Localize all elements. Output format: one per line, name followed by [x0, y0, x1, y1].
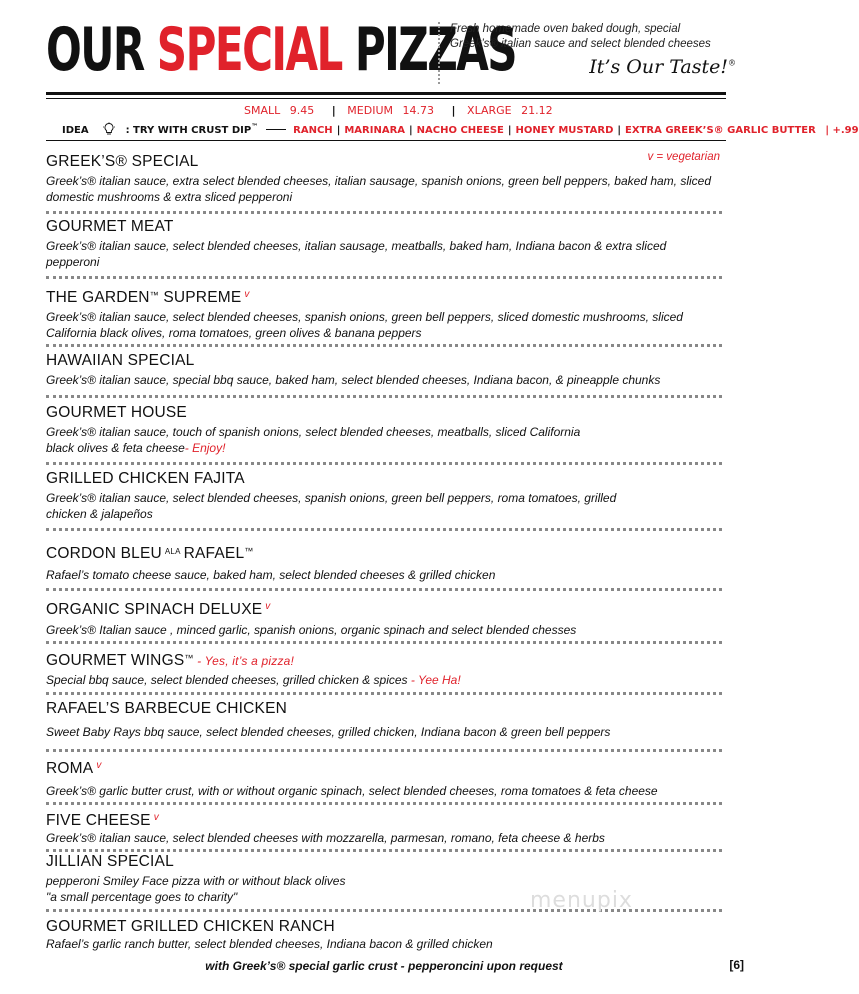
item-description-text: Special bbq sauce, select blended cheeses, grilled chicken & spices	[46, 673, 408, 687]
item-description: Greek’s® italian sauce, extra select blended cheeses, italian sausage, spanish onions, green bell peppers, baked ham, sliced domestic mushrooms & extra sliced pepperoni	[46, 174, 712, 204]
title-word-our: OUR	[46, 15, 144, 85]
item-description	[46, 424, 586, 456]
slogan-mark: ®	[728, 58, 736, 68]
dip-separator: |	[409, 125, 413, 136]
tagline-line-2: Greek’s® italian sauce and select blended cheeses	[450, 38, 711, 50]
watermark: menupix	[530, 888, 633, 913]
crust-dip-tm: ™	[251, 122, 259, 131]
item-description: Greek’s® italian sauce, select blended cheeses with mozzarella, parmesan, romano, feta cheese & herbs	[46, 831, 605, 845]
page-number: [6]	[729, 958, 744, 972]
item-divider	[46, 462, 722, 465]
item-divider	[46, 849, 722, 852]
item-name: RAFAEL’S BARBECUE CHICKEN	[46, 700, 288, 717]
trademark-mark: ™	[184, 653, 194, 663]
menu-item-gourmet-house	[46, 404, 722, 456]
item-divider	[46, 276, 722, 279]
vegetarian-mark: v	[265, 601, 271, 612]
item-name	[46, 649, 722, 670]
item-name-part-a: CORDON BLEU	[46, 545, 162, 562]
lightbulb-icon	[102, 122, 116, 136]
item-description: Greek’s® Italian sauce , minced garlic, spanish onions, organic spinach and select blended chesses	[46, 623, 577, 637]
item-description: Rafael’s tomato cheese sauce, baked ham, select blended cheeses & grilled chicken	[46, 568, 496, 582]
item-name: GOURMET MEAT	[46, 218, 174, 235]
item-description: pepperoni Smiley Face pizza with or without black olives	[46, 874, 346, 888]
trademark-mark: ™	[244, 546, 254, 556]
menu-item-greeks-special	[46, 153, 722, 205]
item-name-text: ORGANIC SPINACH DELUXE	[46, 601, 263, 618]
vegetarian-mark: v	[244, 289, 250, 300]
item-divider	[46, 692, 722, 695]
dip-rule	[46, 140, 726, 141]
item-name-aside: - Yes, it’s a pizza!	[193, 654, 295, 668]
item-description-aside: - Yee Ha!	[407, 673, 461, 687]
item-name-text: FIVE CHEESE	[46, 812, 151, 829]
item-name-text: ROMA	[46, 760, 94, 777]
menu-item-roma	[46, 757, 722, 799]
item-name: GREEK’S® SPECIAL	[46, 153, 199, 170]
small-price: 9.45	[289, 104, 315, 117]
menu-item-rafaels-barbecue-chicken	[46, 700, 722, 740]
item-description: Greek’s® garlic butter crust, with or without organic spinach, select blended cheeses, roma tomatoes & feta cheese	[46, 784, 658, 798]
item-divider	[46, 588, 722, 591]
xlarge-price: 21.12	[521, 104, 553, 117]
price-separator: |	[451, 104, 456, 117]
menu-item-gourmet-grilled-chicken-ranch	[46, 918, 722, 952]
item-name	[46, 542, 722, 563]
menu-item-hawaiian-special	[46, 352, 722, 388]
item-description-line-2: "a small percentage goes to charity"	[46, 890, 238, 904]
menu-item-gourmet-wings	[46, 649, 722, 688]
footer-note: with Greek’s® special garlic crust - pepperoncini upon request	[205, 959, 563, 973]
size-prices	[244, 104, 559, 117]
header-rule-thin	[46, 98, 726, 99]
dip-option-ranch: RANCH	[293, 125, 333, 136]
item-name-part-a: THE GARDEN	[46, 289, 150, 306]
crust-dip-line	[62, 122, 859, 136]
item-divider	[46, 528, 722, 531]
menu-item-five-cheese	[46, 809, 722, 846]
item-description: Rafael’s garlic ranch butter, select blended cheeses, Indiana bacon & grilled chicken	[46, 937, 493, 951]
menu-item-organic-spinach-deluxe	[46, 598, 722, 638]
try-crust-dip: : TRY WITH CRUST DIP	[125, 125, 252, 136]
item-name: JILLIAN SPECIAL	[46, 853, 174, 870]
item-description-text: Greek’s® italian sauce, touch of spanish onions, select blended cheeses, meatballs, sliced California black olives & feta cheese	[46, 425, 581, 455]
header-rule-thick	[46, 92, 726, 95]
item-divider	[46, 395, 722, 398]
title-word-special: SPECIAL	[156, 15, 342, 85]
item-description	[46, 672, 722, 688]
dip-separator: |	[507, 125, 512, 136]
dip-option-honey-mustard: HONEY MUSTARD	[515, 125, 614, 136]
item-divider	[46, 344, 722, 347]
tagline-line-1: Fresh homemade oven baked dough, special	[450, 23, 681, 35]
slogan	[589, 56, 736, 78]
price-separator: |	[331, 104, 336, 117]
item-name	[46, 286, 722, 307]
medium-price: 14.73	[402, 104, 434, 117]
item-name: GOURMET HOUSE	[46, 404, 187, 421]
menu-header	[46, 16, 736, 86]
dip-option-nacho-cheese: NACHO CHEESE	[416, 125, 504, 136]
xlarge-label: XLARGE	[467, 104, 512, 117]
item-name-part-b: SUPREME	[158, 289, 242, 306]
dip-separator: |	[336, 125, 341, 136]
item-name: GOURMET GRILLED CHICKEN RANCH	[46, 918, 335, 935]
trademark-mark: ™	[149, 290, 159, 300]
item-name	[46, 757, 722, 778]
item-description-aside: - Enjoy!	[184, 441, 226, 455]
dip-separator: |	[617, 125, 622, 136]
item-description: Greek’s® italian sauce, select blended cheeses, spanish onions, green bell peppers, roma tomatoes, grilled chicken & jalapeños	[46, 491, 617, 521]
vegetarian-mark: v	[96, 760, 102, 771]
item-name	[46, 809, 722, 830]
slogan-text: It’s Our Taste!	[589, 56, 728, 78]
vegetarian-legend: v = vegetarian	[647, 151, 720, 163]
item-name-part-b: RAFAEL	[183, 545, 245, 562]
item-divider	[46, 211, 722, 214]
idea-label: IDEA	[62, 125, 89, 136]
menu-item-grilled-chicken-fajita	[46, 470, 722, 522]
item-divider	[46, 641, 722, 644]
menu-item-gourmet-meat	[46, 218, 722, 270]
item-divider	[46, 802, 722, 805]
menu-item-cordon-bleu	[46, 542, 722, 583]
ala-mark: ALA	[164, 547, 181, 556]
dip-leader-line	[266, 129, 286, 130]
item-name	[46, 598, 722, 619]
medium-label: MEDIUM	[347, 104, 393, 117]
item-name: HAWAIIAN SPECIAL	[46, 352, 195, 369]
vegetarian-mark: v	[153, 812, 159, 823]
item-description: Greek’s® italian sauce, select blended cheeses, spanish onions, green bell peppers, sliced domestic mushrooms, sliced California black olives, roma tomatoes, green olives & banana peppers	[46, 310, 683, 340]
dip-option-marinara: MARINARA	[344, 125, 406, 136]
dip-option-garlic-butter: EXTRA GREEK’S® GARLIC BUTTER	[625, 125, 816, 136]
item-name: GRILLED CHICKEN FAJITA	[46, 470, 245, 487]
item-divider	[46, 749, 722, 752]
small-label: SMALL	[244, 104, 281, 117]
menu-item-garden-supreme	[46, 286, 722, 341]
dip-extra-price: | +.99	[825, 125, 859, 136]
item-description: Greek’s® italian sauce, select blended cheeses, italian sausage, meatballs, baked ham, Indiana bacon & extra sliced pepperoni	[46, 239, 667, 269]
item-description: Greek’s® italian sauce, special bbq sauce, baked ham, select blended cheeses, Indiana bacon, & pineapple chunks	[46, 373, 661, 387]
title-word-pizzas: PIZZAS	[354, 15, 517, 85]
item-description: Sweet Baby Rays bbq sauce, select blended cheeses, grilled chicken, Indiana bacon & green bell peppers	[46, 725, 611, 739]
item-name-text: GOURMET WINGS	[46, 652, 185, 669]
